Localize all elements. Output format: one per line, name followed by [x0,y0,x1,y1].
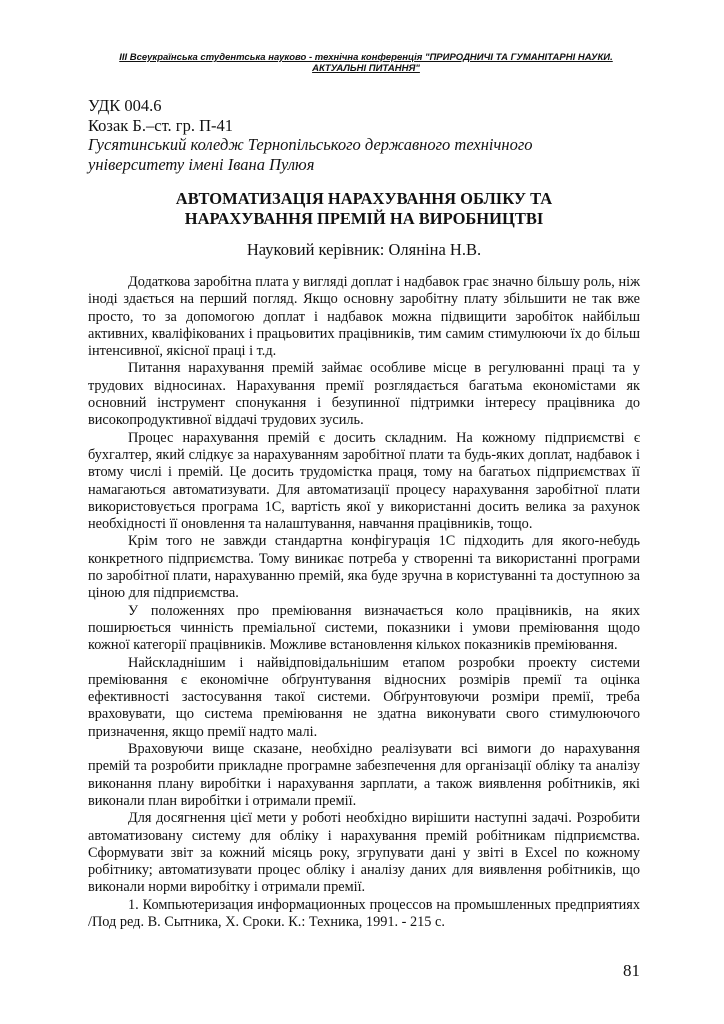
article-title [88,189,640,229]
article-title-line1: АВТОМАТИЗАЦІЯ НАРАХУВАННЯ ОБЛІКУ ТА [175,189,553,208]
paragraph: Крім того не завжди стандартна конфігурація 1С підходить для якого-небудь конкретного підприємства. Тому виникає потреба у створенні та використанні програми по заробітної плати, нарахуванню премій, яка буде зручна в користуванні та доступною за ціною для підприємства. [88,533,640,602]
paragraph: Питання нарахування премій займає особливе місце в регулюванні праці та у трудових відносинах. Нарахування премії розглядається багатьма економістами як основний інструмент спонукання і безупинної підтримки інтересу працівника до високопродуктивної віддачі трудових зусиль. [88,360,640,429]
author: Козак Б.–ст. гр. П-41 [88,115,233,135]
affiliation-line2: університету імені Івана Пулюя [88,154,315,174]
scientific-advisor: Науковий керівник: Оляніна Н.В. [246,240,482,259]
conference-header-line1: ІІІ Всеукраїнська студентська науково - технічна конференція "ПРИРОДНИЧІ ТА ГУМАНІТАРНІ НАУКИ. [119,52,613,63]
article-meta [88,96,640,174]
paragraph: Процес нарахування премій є досить складним. На кожному підприємстві є бухгалтер, який слідкує за нарахуванням заробітної плати та будь-яких доплат, надбавок і втому числі і премій. Це досить трудомістка праця, тому на багатьох підприємствах її намагаються автоматизувати. Для автоматизації процесу нарахування заробітної плати використовується програма 1С, вартість якої у використанні досить велика за рахунок необхідності її оновлення та налаштування, навчання працівників, тощо. [88,429,640,533]
page-number: 81 [623,961,640,980]
article-body [88,274,640,931]
paragraph: Найскладнішим і найвідповідальнішим етапом розробки проекту системи преміювання є економічне обґрунтування відносних розмірів премії та оцінка ефективності застосування такої системи. Обґрунтовуючи розміри премії, треба враховувати, що система преміювання не здатна виконувати свого стимулюючого призначення, якщо премії надто малі. [88,654,640,740]
conference-header-line2: АКТУАЛЬНІ ПИТАННЯ" [312,63,420,74]
paragraph: Враховуючи вище сказане, необхідно реалізувати всі вимоги до нарахування премій та розробити прикладне програмне забезпечення для організації обліку та аналізу виконання плану виробітки і нарахування зарплати, а також виявлення робітників, які виконали план виробітки і отримали премії. [88,741,640,809]
paragraph: Додаткова заробітна плата у вигляді доплат і надбавок грає значно більшу роль, ніж іноді здається на перший погляд. Якщо основну заробітну плату збільшити не так вже просто, то за допомогою доплат і надбавок можна підвищити заробіток найбільш активних, кваліфікованих і працьовитих працівників, тим самим стимулюючи їх до більш інтенсивної, якісної праці і т.д. [88,274,640,360]
affiliation-line1: Гусятинський коледж Тернопільського державного технічного [88,135,533,154]
paragraph: Для досягнення цієї мети у роботі необхідно вирішити наступні задачі. Розробити автоматизовану систему для обліку і нарахування премій робітникам підприємства. Сформувати звіт за кожний місяць року, згрупувати дані у звіті в Excel по кожному робітнику; автоматизувати процес обліку і аналізу даних для виявлення робітників, що виконали норми виробітку і отримали премії. [88,810,640,896]
article-title-line2: НАРАХУВАННЯ ПРЕМІЙ НА ВИРОБНИЦТВІ [184,209,544,228]
udk-code: УДК 004.6 [88,96,162,115]
conference-header [96,52,636,74]
reference-item: 1. Компьютеризация информационных процессов на промышленных предприятиях /Под ред. В. Сытника, Х. Сроки. К.: Техника, 1991. - 215 с. [88,896,640,930]
paragraph: У положеннях про преміювання визначається коло працівників, на яких поширюється чинність преміальної системи, показники і умови преміювання щодо кожної категорії працівників. Можливе встановлення кількох показників преміювання. [88,602,640,654]
